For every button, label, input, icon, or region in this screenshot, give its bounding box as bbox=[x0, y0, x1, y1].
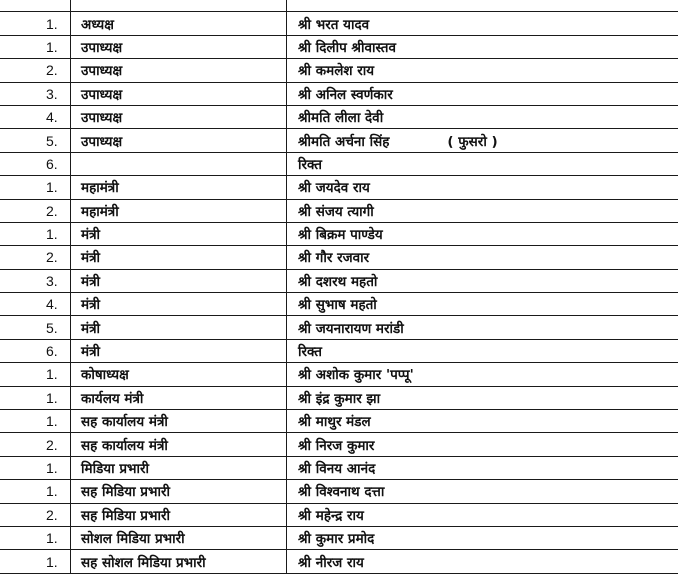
member-name-cell bbox=[287, 386, 678, 409]
member-name: श्री विनय आनंद bbox=[298, 461, 376, 477]
post-cell: उपाध्यक्ष bbox=[71, 105, 287, 128]
member-name: श्री भरत यादव bbox=[298, 16, 370, 33]
post-cell: अध्यक्ष bbox=[71, 12, 287, 35]
member-name: श्री निरज कुमार bbox=[298, 437, 375, 454]
member-name-cell bbox=[287, 293, 678, 316]
post-cell: महामंत्री bbox=[71, 176, 287, 199]
serial-number-cell: 1. bbox=[0, 222, 71, 245]
table-row bbox=[0, 35, 678, 58]
table-row bbox=[0, 433, 678, 456]
table-row bbox=[0, 363, 678, 386]
serial-number-cell: 4. bbox=[0, 293, 71, 316]
member-name: श्री जयनारायण मरांडी bbox=[298, 320, 404, 337]
serial-number-cell: 5. bbox=[0, 129, 71, 152]
post-cell: मंत्री bbox=[71, 293, 287, 316]
post-cell: कोषाध्यक्ष bbox=[71, 363, 287, 386]
table-row bbox=[0, 129, 678, 152]
header-serial bbox=[0, 0, 71, 12]
post-cell: कार्यलय मंत्री bbox=[71, 386, 287, 409]
serial-number-cell: 2. bbox=[0, 433, 71, 456]
member-name-cell bbox=[287, 246, 678, 269]
member-name-cell bbox=[287, 339, 678, 362]
header-post bbox=[71, 0, 287, 12]
table-row bbox=[0, 316, 678, 339]
post-cell: मंत्री bbox=[71, 316, 287, 339]
table-row bbox=[0, 82, 678, 105]
member-name: श्री माथुर मंडल bbox=[298, 414, 371, 431]
member-name: श्री विश्वनाथ दत्ता bbox=[298, 484, 385, 501]
member-name: श्री अशोक कुमार 'पप्पू' bbox=[298, 367, 414, 384]
serial-number-cell: 1. bbox=[0, 480, 71, 503]
member-name: श्री महेन्द्र राय bbox=[298, 507, 364, 524]
post-cell: उपाध्यक्ष bbox=[71, 35, 287, 58]
member-name-cell bbox=[287, 433, 678, 456]
serial-number-cell: 1. bbox=[0, 35, 71, 58]
table-row bbox=[0, 386, 678, 409]
table-row bbox=[0, 199, 678, 222]
post-cell: मंत्री bbox=[71, 339, 287, 362]
member-name: श्री नीरज राय bbox=[298, 554, 364, 571]
serial-number-cell: 1. bbox=[0, 176, 71, 199]
table-row bbox=[0, 456, 678, 479]
member-name-cell bbox=[287, 410, 678, 433]
member-name: रिक्त bbox=[298, 156, 322, 173]
table-row bbox=[0, 550, 678, 573]
table-row bbox=[0, 222, 678, 245]
table-header-row bbox=[0, 0, 678, 12]
post-cell: सह सोशल मिडिया प्रभारी bbox=[71, 550, 287, 573]
table-row bbox=[0, 503, 678, 526]
serial-number-cell: 3. bbox=[0, 82, 71, 105]
member-name-cell bbox=[287, 480, 678, 503]
table-row bbox=[0, 293, 678, 316]
post-cell: महामंत्री bbox=[71, 199, 287, 222]
member-name-cell bbox=[287, 199, 678, 222]
table-row bbox=[0, 246, 678, 269]
member-name-cell bbox=[287, 316, 678, 339]
member-name-cell bbox=[287, 456, 678, 479]
post-cell bbox=[71, 152, 287, 175]
serial-number-cell: 4. bbox=[0, 105, 71, 128]
serial-number-cell: 1. bbox=[0, 363, 71, 386]
table-row bbox=[0, 480, 678, 503]
member-name: श्री कुमार प्रमोद bbox=[298, 531, 375, 548]
serial-number-cell: 2. bbox=[0, 246, 71, 269]
table-row bbox=[0, 339, 678, 362]
post-cell: मंत्री bbox=[71, 222, 287, 245]
post-cell: सोशल मिडिया प्रभारी bbox=[71, 526, 287, 549]
post-cell: सह कार्यालय मंत्री bbox=[71, 433, 287, 456]
post-cell: उपाध्यक्ष bbox=[71, 82, 287, 105]
member-name: श्री जयदेव राय bbox=[298, 180, 370, 197]
post-cell: मंत्री bbox=[71, 269, 287, 292]
table-row bbox=[0, 526, 678, 549]
serial-number-cell: 1. bbox=[0, 386, 71, 409]
member-name: श्री सुभाष महतो bbox=[298, 297, 377, 314]
serial-number-cell: 3. bbox=[0, 269, 71, 292]
member-name-cell bbox=[287, 526, 678, 549]
post-cell: मिडिया प्रभारी bbox=[71, 456, 287, 479]
serial-number-cell: 1. bbox=[0, 526, 71, 549]
member-name-cell bbox=[287, 105, 678, 128]
member-name-cell bbox=[287, 363, 678, 386]
member-name-cell bbox=[287, 152, 678, 175]
member-name-cell bbox=[287, 35, 678, 58]
member-name-cell bbox=[287, 222, 678, 245]
member-name-cell bbox=[287, 59, 678, 82]
post-cell: उपाध्यक्ष bbox=[71, 129, 287, 152]
post-cell: सह मिडिया प्रभारी bbox=[71, 503, 287, 526]
member-name-cell bbox=[287, 12, 678, 35]
table-row bbox=[0, 105, 678, 128]
post-cell: सह कार्यालय मंत्री bbox=[71, 410, 287, 433]
table-row bbox=[0, 152, 678, 175]
table-row bbox=[0, 176, 678, 199]
member-name-cell bbox=[287, 129, 678, 152]
member-name: श्रीमति लीला देवी bbox=[298, 110, 384, 127]
serial-number-cell: 2. bbox=[0, 59, 71, 82]
serial-number-cell: 1. bbox=[0, 12, 71, 35]
serial-number-cell: 6. bbox=[0, 152, 71, 175]
member-name: श्रीमति अर्चना सिंह bbox=[298, 133, 390, 150]
member-name: श्री संजय त्यागी bbox=[298, 203, 374, 220]
member-name: श्री बिक्रम पाण्डेय bbox=[298, 227, 383, 244]
member-name: श्री कमलेश राय bbox=[298, 63, 375, 80]
member-name: श्री दिलीप श्रीवास्तव bbox=[298, 39, 396, 56]
serial-number-cell: 1. bbox=[0, 410, 71, 433]
serial-number-cell: 1. bbox=[0, 456, 71, 479]
member-name: श्री अनिल स्वर्णकार bbox=[298, 86, 393, 103]
member-name: श्री दशरथ महतो bbox=[298, 273, 378, 290]
serial-number-cell: 2. bbox=[0, 503, 71, 526]
serial-number-cell: 5. bbox=[0, 316, 71, 339]
serial-number-cell: 6. bbox=[0, 339, 71, 362]
serial-number-cell: 2. bbox=[0, 199, 71, 222]
member-name-cell bbox=[287, 550, 678, 573]
member-name: श्री गौर रजवार bbox=[298, 250, 370, 267]
member-name-cell bbox=[287, 82, 678, 105]
member-name-cell bbox=[287, 269, 678, 292]
location-note: ( फुसरो ) bbox=[447, 133, 498, 150]
member-name-cell bbox=[287, 503, 678, 526]
header-name bbox=[287, 0, 678, 12]
member-name: श्री इंद्र कुमार झा bbox=[298, 390, 381, 407]
post-cell: सह मिडिया प्रभारी bbox=[71, 480, 287, 503]
table-row bbox=[0, 269, 678, 292]
post-cell: उपाध्यक्ष bbox=[71, 59, 287, 82]
table-row bbox=[0, 59, 678, 82]
serial-number-cell: 1. bbox=[0, 550, 71, 573]
table-row bbox=[0, 12, 678, 35]
table-row bbox=[0, 410, 678, 433]
member-name: रिक्त bbox=[298, 344, 322, 361]
post-cell: मंत्री bbox=[71, 246, 287, 269]
member-name-cell bbox=[287, 176, 678, 199]
